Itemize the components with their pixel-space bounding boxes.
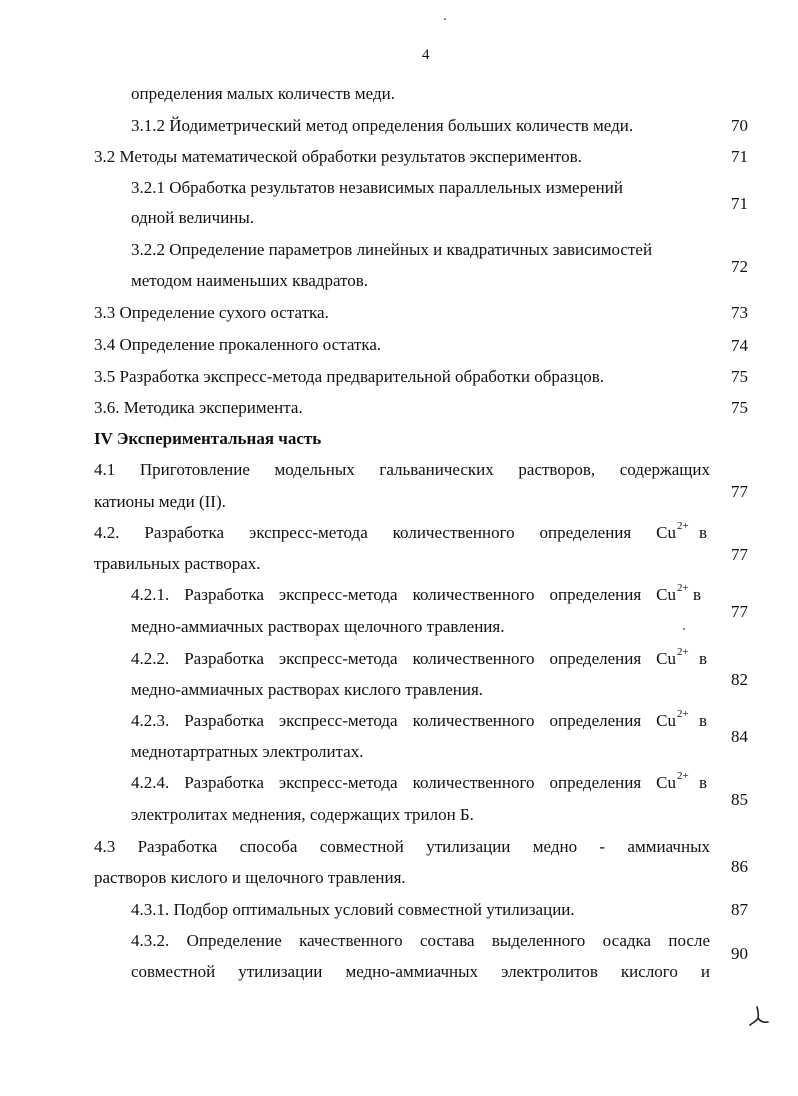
- toc-page-number: 84: [731, 727, 748, 746]
- toc-page-number: 72: [731, 257, 748, 276]
- toc-page-number: 74: [731, 336, 748, 355]
- toc-entry-text: 3.3 Определение сухого остатка.: [94, 303, 329, 322]
- toc-entry-text: 3.6. Методика эксперимента.: [94, 398, 303, 417]
- toc-page-number: 90: [731, 944, 748, 963]
- toc-page-number: 71: [731, 147, 748, 166]
- toc-page-number: 86: [731, 857, 748, 876]
- scan-speck: [683, 628, 685, 630]
- toc-entry-text: медно-аммиачных растворах щелочного травления.: [131, 617, 505, 636]
- toc-page-number: 70: [731, 116, 748, 135]
- toc-entry-text: катионы меди (II).: [94, 492, 226, 511]
- toc-page-number: 75: [731, 367, 748, 386]
- page-number: 4: [422, 47, 430, 63]
- toc-entry-text: 3.5 Разработка экспресс-метода предварительной обработки образцов.: [94, 367, 604, 386]
- toc-entry-text: электролитах меднения, содержащих трилон Б.: [131, 805, 474, 824]
- toc-entry-text: одной величины.: [131, 208, 255, 227]
- toc-entry-text: растворов кислого и щелочного травления.: [94, 868, 406, 887]
- toc-page-number: 85: [731, 790, 748, 809]
- section-heading: IV Экспериментальная часть: [94, 429, 322, 448]
- toc-entry-text: 4.2.1. Разработка экспресс-метода количественного определения Cu: [131, 585, 676, 604]
- toc-entry-text: 4.1 Приготовление модельных гальванических растворов, содержащих: [94, 460, 710, 479]
- toc-entry-text: 4.3.1. Подбор оптимальных условий совместной утилизации.: [131, 900, 575, 919]
- toc-entry-text: травильных растворах.: [94, 554, 261, 573]
- toc-page-number: 77: [731, 602, 748, 621]
- toc-entry-text: 3.2.1 Обработка результатов независимых параллельных измерений: [131, 178, 623, 197]
- toc-entry-text: 4.2.2. Разработка экспресс-метода количественного определения Cu: [131, 649, 676, 668]
- toc-entry-text: 4.2.4. Разработка экспресс-метода количественного определения Cu: [131, 773, 676, 792]
- toc-page-number: 77: [731, 482, 748, 501]
- toc-entry-text: 3.4 Определение прокаленного остатка.: [94, 335, 382, 354]
- toc-entry-text: 4.3.2. Определение качественного состава выделенного осадка после: [131, 931, 710, 950]
- toc-entry-text: медно-аммиачных растворах кислого травления.: [131, 680, 484, 699]
- toc-entry-text: в: [699, 523, 708, 542]
- toc-entry-text: 3.1.2 Йодиметрический метод определения больших количеств меди.: [131, 116, 634, 135]
- toc-page-number: 77: [731, 545, 748, 564]
- toc-entry-text: в: [693, 585, 702, 604]
- toc-entry-text: 3.2 Методы математической обработки результатов экспериментов.: [94, 147, 582, 166]
- toc-page-number: 87: [731, 900, 748, 919]
- toc-entry-text: 4.3 Разработка способа совместной утилизации медно - аммиачных: [94, 837, 710, 856]
- toc-entry-text: методом наименьших квадратов.: [131, 271, 369, 290]
- toc-entry-text: меднотартратных электролитах.: [131, 742, 364, 761]
- toc-page-number: 73: [731, 303, 748, 322]
- scan-speck: [444, 18, 446, 20]
- toc-entry-text: 4.2. Разработка экспресс-метода количественного определения Cu: [94, 523, 676, 542]
- toc-entry-text: в: [699, 711, 708, 730]
- toc-page-number: 82: [731, 670, 748, 689]
- toc-entry-text: в: [699, 649, 708, 668]
- toc-entry-text: 3.2.2 Определение параметров линейных и квадратичных зависимостей: [131, 240, 653, 259]
- toc-entry-text: в: [699, 773, 708, 792]
- toc-page-number: 71: [731, 194, 748, 213]
- toc-entry-text: совместной утилизации медно-аммиачных электролитов кислого и: [131, 962, 710, 981]
- toc-entry-text: определения малых количеств меди.: [131, 84, 395, 103]
- toc-page-number: 75: [731, 398, 748, 417]
- toc-entry-text: 4.2.3. Разработка экспресс-метода количественного определения Cu: [131, 711, 676, 730]
- handwritten-mark-icon: [748, 1005, 770, 1027]
